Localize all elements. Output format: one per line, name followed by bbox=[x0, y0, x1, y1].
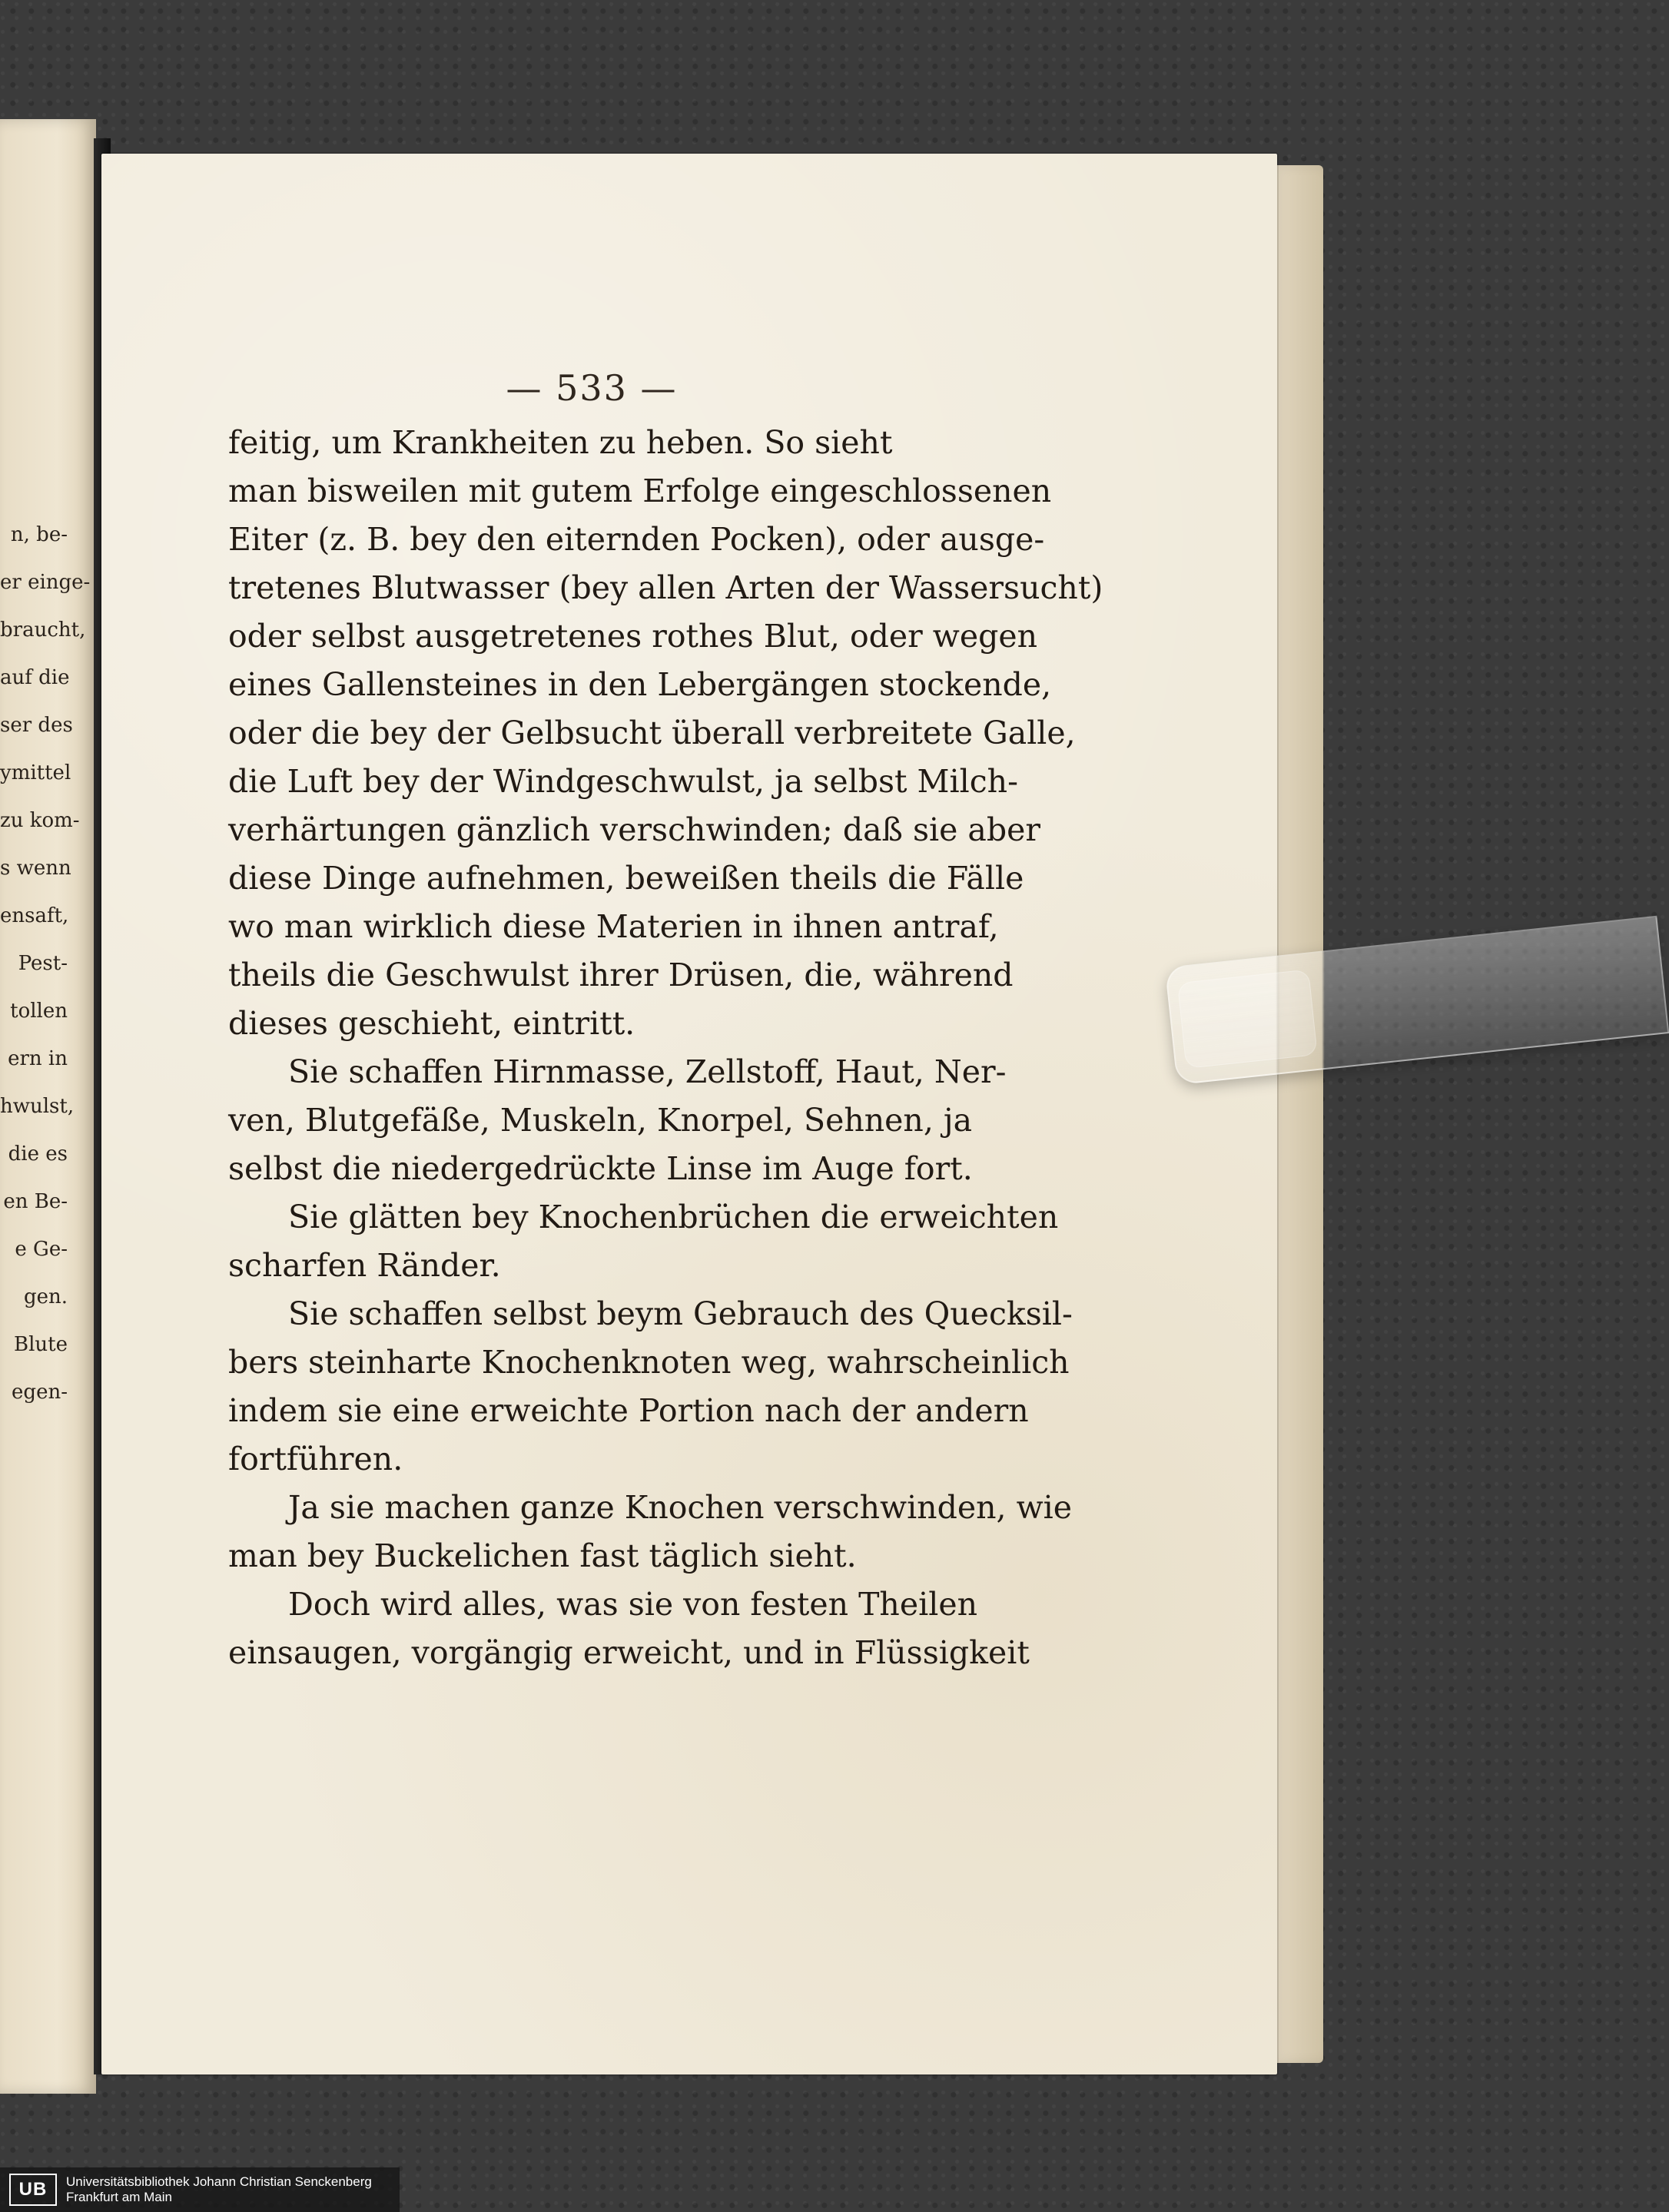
left-fragment: s wenn bbox=[0, 857, 71, 880]
page-number: — 533 — bbox=[506, 367, 678, 409]
text-line: diese Dinge aufnehmen, beweißen theils die Fälle bbox=[228, 860, 1024, 897]
text-line: verhärtungen gänzlich verschwinden; daß sie aber bbox=[228, 811, 1040, 848]
left-fragment: er einge- bbox=[0, 571, 91, 594]
text-line: Ja sie machen ganze Knochen verschwinden, wie bbox=[288, 1489, 1073, 1526]
left-fragment: ensaft, bbox=[0, 904, 69, 927]
text-line: man bisweilen mit gutem Erfolge eingeschlossenen bbox=[228, 473, 1052, 509]
left-fragment: e Ge- bbox=[15, 1238, 68, 1261]
left-fragment: egen- bbox=[12, 1381, 68, 1404]
left-fragment: auf die bbox=[0, 666, 70, 689]
text-line: theils die Geschwulst ihrer Drüsen, die, während bbox=[228, 957, 1014, 993]
text-line: tretenes Blutwasser (bey allen Arten der Wassersucht) bbox=[228, 569, 1103, 606]
left-fragment: gen. bbox=[23, 1285, 68, 1308]
page-text bbox=[228, 419, 1103, 1677]
text-line: Eiter (z. B. bey den eiternden Pocken), oder ausge- bbox=[228, 521, 1045, 558]
text-line: die Luft bey der Windgeschwulst, ja selbst Milch- bbox=[228, 763, 1018, 800]
text-line: Sie schaffen selbst beym Gebrauch des Quecksil- bbox=[288, 1295, 1073, 1332]
ub-logo: UB bbox=[9, 2174, 57, 2206]
text-line: oder die bey der Gelbsucht überall verbreitete Galle, bbox=[228, 715, 1076, 751]
left-fragment: en Be- bbox=[3, 1190, 68, 1213]
text-line: fortführen. bbox=[228, 1441, 403, 1477]
paragraph-5 bbox=[228, 1484, 1073, 1580]
left-fragment: die es bbox=[8, 1142, 68, 1166]
left-fragment: ser des bbox=[0, 714, 73, 737]
text-line: wo man wirklich diese Materien in ihnen antraf, bbox=[228, 908, 999, 945]
library-name-line1: Universitätsbibliothek Johann Christian Senckenberg bbox=[66, 2174, 372, 2189]
library-name bbox=[66, 2174, 372, 2205]
left-fragment: ymittel bbox=[0, 761, 71, 784]
text-line: einsaugen, vorgängig erweicht, und in Flüssigkeit bbox=[228, 1634, 1030, 1671]
left-page-fragments bbox=[0, 511, 91, 1416]
text-line: Sie schaffen Hirnmasse, Zellstoff, Haut, Ner- bbox=[288, 1053, 1007, 1090]
text-line: Sie glätten bey Knochenbrüchen die erweichten bbox=[288, 1199, 1059, 1235]
left-fragment: tollen bbox=[10, 1000, 68, 1023]
library-name-line2: Frankfurt am Main bbox=[66, 2190, 172, 2204]
paragraph-6 bbox=[228, 1580, 1030, 1677]
text-line: feitig, um Krankheiten zu heben. So sieht bbox=[228, 424, 893, 461]
left-fragment: hwulst, bbox=[0, 1095, 75, 1118]
text-line: selbst die niedergedrückte Linse im Auge fort. bbox=[228, 1150, 973, 1187]
left-fragment: ern in bbox=[8, 1047, 68, 1070]
left-fragment: Pest- bbox=[18, 952, 68, 975]
text-line: dieses geschieht, eintritt. bbox=[228, 1005, 635, 1042]
text-line: indem sie eine erweichte Portion nach der andern bbox=[228, 1392, 1029, 1429]
text-line: Doch wird alles, was sie von festen Theilen bbox=[288, 1586, 977, 1623]
paragraph-3 bbox=[228, 1193, 1059, 1290]
page-edge bbox=[1269, 165, 1323, 2063]
text-line: oder selbst ausgetretenes rothes Blut, oder wegen bbox=[228, 618, 1038, 655]
paragraph-1 bbox=[228, 419, 1103, 1048]
text-line: eines Gallensteines in den Lebergängen stockende, bbox=[228, 666, 1052, 703]
left-fragment: n, be- bbox=[10, 523, 68, 546]
left-fragment: zu kom- bbox=[0, 809, 80, 832]
paragraph-2 bbox=[228, 1048, 1007, 1193]
text-line: scharfen Ränder. bbox=[228, 1247, 501, 1284]
paragraph-4 bbox=[228, 1290, 1073, 1484]
text-line: bers steinharte Knochenknoten weg, wahrscheinlich bbox=[228, 1344, 1070, 1381]
left-fragment: braucht, bbox=[0, 618, 86, 642]
text-line: ven, Blutgefäße, Muskeln, Knorpel, Sehnen, ja bbox=[228, 1102, 973, 1139]
left-fragment: Blute bbox=[13, 1333, 68, 1356]
left-page bbox=[0, 119, 96, 2094]
library-footer bbox=[0, 2167, 400, 2212]
text-line: man bey Buckelichen fast täglich sieht. bbox=[228, 1537, 857, 1574]
